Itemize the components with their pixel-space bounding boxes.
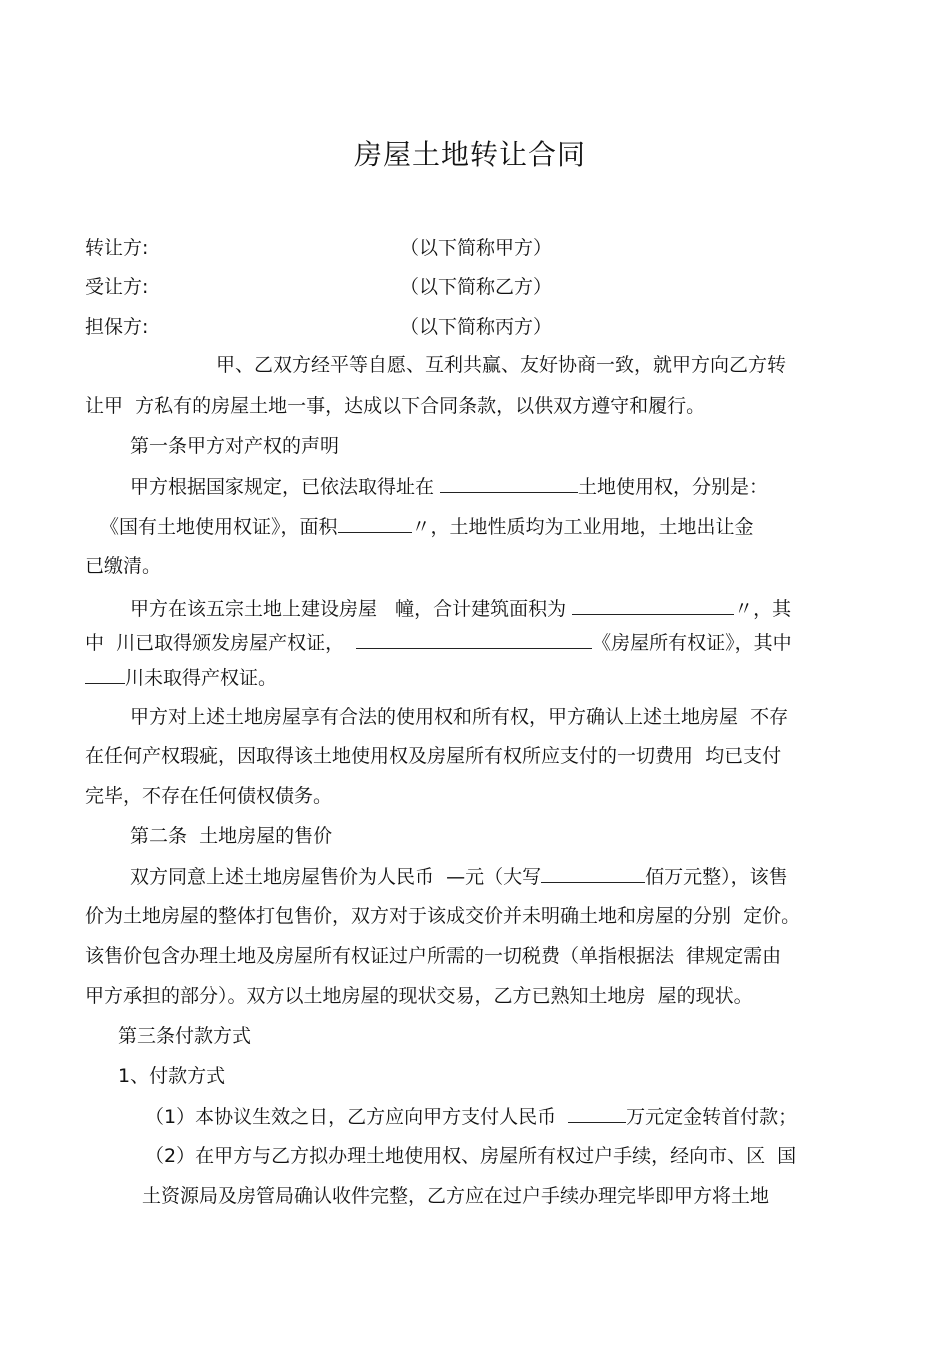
paragraph-2-line-1: 甲方在该五宗土地上建设房屋 幢，合计建筑面积为 〃，其 bbox=[130, 598, 792, 620]
blank-price-words bbox=[541, 864, 645, 883]
subsection-1-heading: 1、付款方式 bbox=[118, 1065, 226, 1087]
paragraph-1-line-3: 已缴清。 bbox=[85, 555, 162, 577]
blank-deposit bbox=[568, 1104, 626, 1123]
party-guarantor-label: 担保方: bbox=[85, 316, 149, 338]
document-title: 房屋土地转让合同 bbox=[353, 138, 586, 171]
paragraph-2-line-2: 中 川已取得颁发房屋产权证， 《房屋所有权证》，其中 bbox=[85, 632, 792, 654]
intro-line-2: 让甲 方私有的房屋土地一事，达成以下合同条款，以供双方遵守和履行。 bbox=[85, 395, 706, 417]
payment-item-2-line-2: 土资源局及房管局确认收件完整，乙方应在过户手续办理完毕即甲方将土地 bbox=[142, 1185, 770, 1207]
article-1-heading: 第一条甲方对产权的声明 bbox=[130, 435, 340, 457]
party-guarantor-note: （以下简称丙方） bbox=[400, 316, 553, 338]
paragraph-4-line-2: 价为土地房屋的整体打包售价，双方对于该成交价并未明确土地和房屋的分别 定价。 bbox=[85, 905, 801, 927]
party-transferee-note: （以下简称乙方） bbox=[400, 276, 553, 298]
payment-item-1: （1）本协议生效之日，乙方应向甲方支付人民币 万元定金转首付款； bbox=[145, 1106, 798, 1128]
paragraph-3-line-2: 在任何产权瑕疵，因取得该土地使用权及房屋所有权所应支付的一切费用 均已支付 bbox=[85, 745, 782, 767]
blank-certificate bbox=[356, 630, 592, 649]
blank-building-area bbox=[572, 596, 734, 615]
party-transferor-note: （以下简称甲方） bbox=[400, 237, 553, 259]
paragraph-4-line-3: 该售价包含办理土地及房屋所有权证过户所需的一切税费（单指根据法 律规定需由 bbox=[85, 945, 782, 967]
paragraph-2-line-3: 川未取得产权证。 bbox=[85, 665, 277, 690]
party-transferee-label: 受让方: bbox=[85, 276, 149, 298]
blank-address bbox=[440, 474, 578, 493]
article-3-heading: 第三条付款方式 bbox=[118, 1025, 252, 1047]
paragraph-3-line-3: 完毕，不存在任何债权债务。 bbox=[85, 785, 333, 807]
intro-line-1: 甲、乙双方经平等自愿、互利共赢、友好协商一致，就甲方向乙方转 bbox=[216, 354, 787, 376]
paragraph-1-line-1: 甲方根据国家规定，已依法取得址在 土地使用权，分别是： bbox=[130, 476, 769, 498]
blank-area bbox=[338, 514, 412, 533]
blank-count bbox=[85, 665, 125, 684]
paragraph-3-line-1: 甲方对上述土地房屋享有合法的使用权和所有权，甲方确认上述土地房屋 不存 bbox=[130, 706, 789, 728]
paragraph-4-line-4: 甲方承担的部分）。双方以土地房屋的现状交易，乙方已熟知土地房 屋的现状。 bbox=[85, 985, 753, 1007]
party-transferor-label: 转让方: bbox=[85, 237, 149, 259]
article-2-heading: 第二条 土地房屋的售价 bbox=[130, 825, 333, 847]
payment-item-2-line-1: （2）在甲方与乙方拟办理土地使用权、房屋所有权过户手续，经向市、区 国 bbox=[145, 1145, 797, 1167]
paragraph-4-line-1: 双方同意上述土地房屋售价为人民币 —元（大写 佰万元整），该售 bbox=[130, 866, 788, 888]
paragraph-1-line-2: 《国有土地使用权证》，面积 〃，土地性质均为工业用地，土地出让金 bbox=[100, 516, 754, 538]
